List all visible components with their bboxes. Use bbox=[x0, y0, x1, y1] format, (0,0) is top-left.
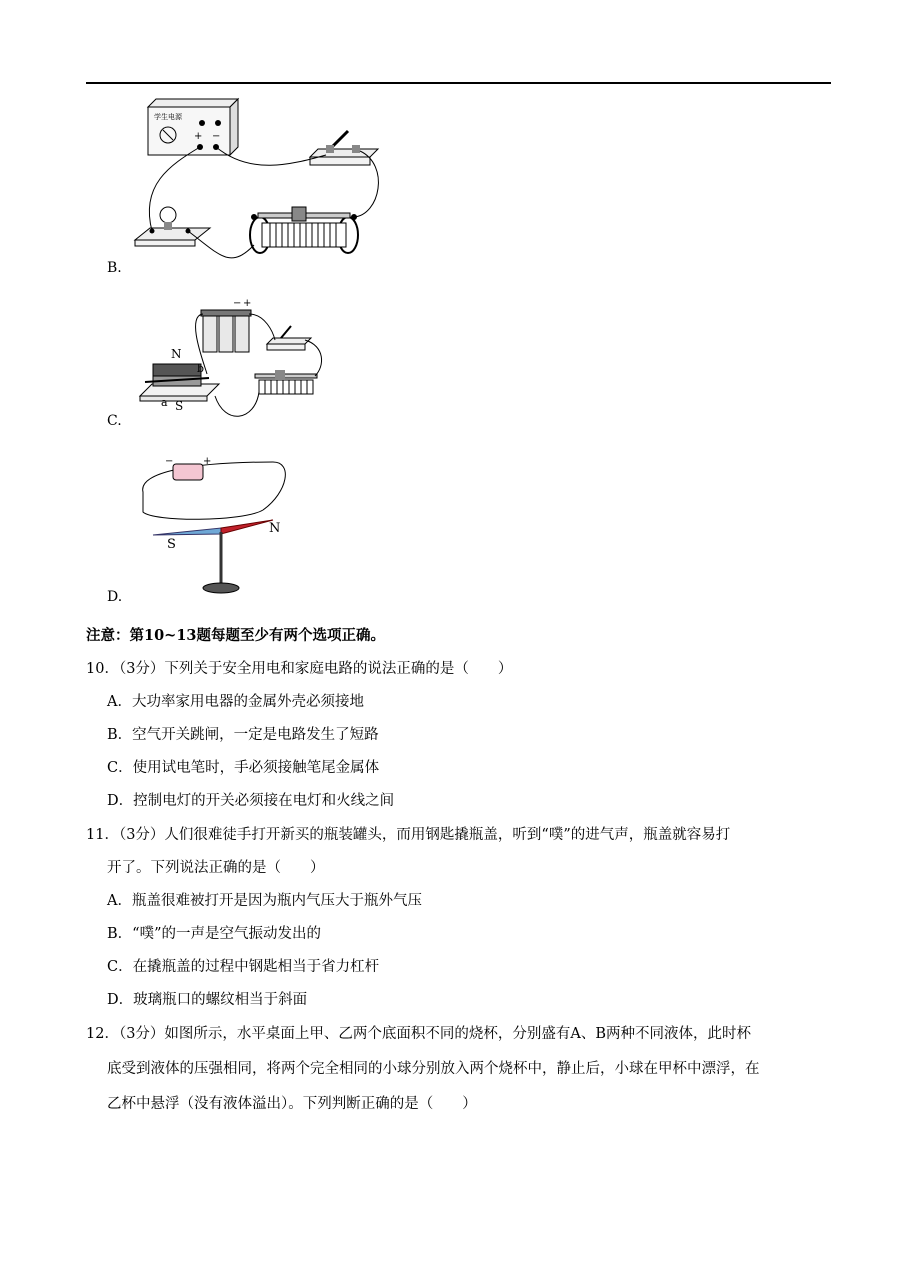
question-10-option-b: B．空气开关跳闸，一定是电路发生了短路 bbox=[107, 727, 379, 743]
rheostat-c-icon bbox=[255, 370, 317, 394]
question-11-stem-cont: 开了。下列说法正确的是（ ） bbox=[107, 860, 325, 876]
question-11-stem: 11．（3分）人们很难徒手打开新买的瓶装罐头，而用钢匙撬瓶盖，听到“噗”的进气声，瓶盖就容易打 bbox=[86, 827, 731, 843]
magnet-s-label: S bbox=[175, 399, 184, 413]
question-11-option-c: C．在撬瓶盖的过程中钢匙相当于省力杠杆 bbox=[107, 959, 380, 975]
figure-b-label: B. bbox=[107, 260, 122, 276]
battery-plus-label: + bbox=[243, 298, 252, 309]
svg-text:+: + bbox=[194, 131, 203, 142]
figure-c-circuit bbox=[135, 296, 335, 426]
battery-icon bbox=[201, 310, 251, 352]
magnet-icon bbox=[140, 364, 219, 401]
question-11-option-d: D．玻璃瓶口的螺纹相当于斜面 bbox=[107, 992, 308, 1008]
figure-d-label: D. bbox=[107, 589, 123, 605]
battery-minus-label: − bbox=[233, 298, 242, 309]
section-note: 注意：第10~13题每题至少有两个选项正确。 bbox=[86, 627, 386, 644]
magnet-n-label: N bbox=[171, 347, 182, 361]
question-10-option-c: C．使用试电笔时，手必须接触笔尾金属体 bbox=[107, 760, 380, 776]
header-rule bbox=[86, 82, 831, 84]
switch-icon bbox=[267, 326, 311, 350]
wire-a-label: a bbox=[161, 396, 168, 409]
figure-c-label: C. bbox=[107, 413, 122, 429]
needle-n-label: N bbox=[269, 521, 281, 536]
question-11-option-a: A．瓶盖很难被打开是因为瓶内气压大于瓶外气压 bbox=[107, 893, 422, 909]
question-12-stem: 12．（3分）如图所示，水平桌面上甲、乙两个底面积不同的烧杯，分别盛有A、B两种不同液体，此时杯 bbox=[86, 1026, 752, 1042]
question-12-stem-cont-2: 乙杯中悬浮（没有液体溢出）。下列判断正确的是（ ） bbox=[107, 1096, 477, 1112]
battery-d-plus-label: + bbox=[203, 456, 212, 467]
question-10-stem: 10．（3分）下列关于安全用电和家庭电路的说法正确的是（ ） bbox=[86, 661, 513, 677]
battery-d-icon bbox=[173, 464, 203, 480]
wire-b-label: b bbox=[197, 362, 205, 375]
question-11-option-b: B．“噗”的一声是空气振动发出的 bbox=[107, 926, 321, 942]
rheostat-icon bbox=[250, 207, 358, 253]
question-12-stem-cont-1: 底受到液体的压强相同，将两个完全相同的小球分别放入两个烧杯中，静止后，小球在甲杯中漂浮，在 bbox=[107, 1061, 760, 1077]
question-10-option-a: A．大功率家用电器的金属外壳必须接地 bbox=[107, 694, 364, 710]
power-supply-label: 学生电源 bbox=[154, 113, 182, 121]
battery-d-minus-label: − bbox=[165, 456, 174, 467]
power-supply-icon bbox=[148, 99, 238, 155]
compass-needle-icon bbox=[153, 520, 273, 593]
bulb-icon bbox=[135, 207, 210, 246]
svg-text:−: − bbox=[212, 131, 221, 142]
knife-switch-icon bbox=[310, 131, 378, 165]
figure-d-diagram bbox=[133, 452, 293, 602]
needle-s-label: S bbox=[167, 537, 176, 552]
figure-b-circuit bbox=[130, 95, 390, 275]
question-10-option-d: D．控制电灯的开关必须接在电灯和火线之间 bbox=[107, 793, 395, 809]
